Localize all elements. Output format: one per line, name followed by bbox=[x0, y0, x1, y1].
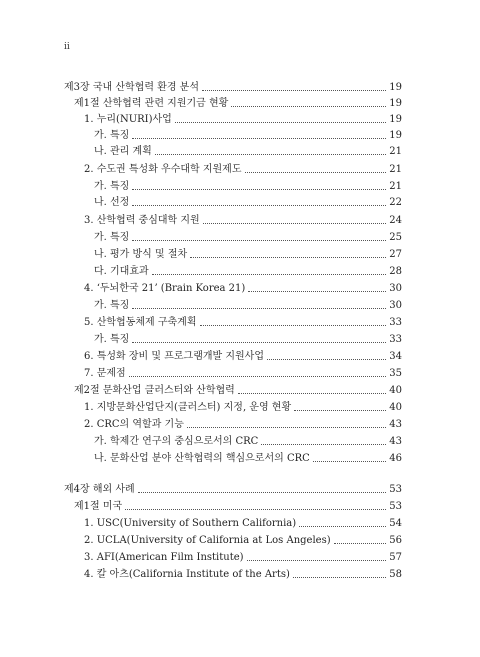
toc-entry-item bbox=[84, 565, 402, 581]
toc-entry-title: 5. 산학협동체제 구축계획 bbox=[84, 317, 197, 328]
toc-entry-page: 54 bbox=[389, 518, 402, 529]
toc-entry-item bbox=[84, 364, 402, 380]
toc-entry-page: 19 bbox=[389, 130, 402, 141]
dot-leader bbox=[203, 223, 386, 224]
dot-leader bbox=[155, 154, 386, 155]
toc-entry-section bbox=[74, 497, 402, 513]
toc-entry-chapter bbox=[64, 78, 402, 94]
toc-entry-item bbox=[84, 160, 402, 176]
toc-entry-item bbox=[84, 398, 402, 414]
toc-entry-page: 19 bbox=[389, 114, 402, 125]
toc-entry-page: 40 bbox=[389, 402, 402, 413]
toc-entry-title: 1. 지방문화산업단지(클러스터) 지정, 운영 현황 bbox=[84, 402, 292, 413]
dot-leader bbox=[132, 308, 386, 309]
toc-entry-page: 27 bbox=[389, 249, 402, 260]
toc-entry-title: 제2절 문화산업 클러스터와 산학협력 bbox=[74, 385, 235, 396]
toc-entry-page: 53 bbox=[389, 501, 402, 512]
toc-entry-subitem bbox=[94, 245, 402, 261]
dot-leader bbox=[294, 410, 386, 411]
toc-entry-page: 19 bbox=[389, 82, 402, 93]
toc-entry-page: 40 bbox=[389, 385, 402, 396]
toc-entry-title: 나. 선정 bbox=[94, 197, 130, 208]
toc-entry-page: 43 bbox=[389, 419, 402, 430]
toc-entry-subitem bbox=[94, 449, 402, 465]
toc-entry-title: 4. 칼 아츠(California Institute of the Arts) bbox=[84, 569, 290, 580]
toc-entry-item bbox=[84, 347, 402, 363]
toc-entry-page: 30 bbox=[389, 283, 402, 294]
toc-entry-title: 가. 특징 bbox=[94, 181, 130, 192]
toc-entry-subitem bbox=[94, 296, 402, 312]
toc-entry-page: 21 bbox=[389, 146, 402, 157]
dot-leader bbox=[261, 444, 386, 445]
toc-entry-title: 제1절 미국 bbox=[74, 501, 123, 512]
dot-leader bbox=[313, 461, 386, 462]
toc-entry-title: 나. 문화산업 분야 산학협력의 핵심으로서의 CRC bbox=[94, 453, 310, 464]
dot-leader bbox=[267, 359, 386, 360]
dot-leader bbox=[247, 560, 386, 561]
toc-entry-page: 33 bbox=[389, 317, 402, 328]
dot-leader bbox=[202, 90, 386, 91]
toc-entry-subitem bbox=[94, 432, 402, 448]
toc-entry-page: 28 bbox=[389, 266, 402, 277]
dot-leader bbox=[138, 492, 386, 493]
toc-entry-subitem bbox=[94, 262, 402, 278]
toc-entry-item bbox=[84, 279, 402, 295]
dot-leader bbox=[175, 122, 386, 123]
dot-leader bbox=[132, 342, 386, 343]
toc-entry-title: 4. ‘두뇌한국 21’ (Brain Korea 21) bbox=[84, 283, 246, 294]
page-number: ii bbox=[64, 42, 70, 52]
toc-entry-title: 가. 특징 bbox=[94, 334, 130, 345]
dot-leader bbox=[187, 427, 386, 428]
toc-entry-page: 21 bbox=[389, 164, 402, 175]
toc-entry-item bbox=[84, 313, 402, 329]
toc-entry-title: 3. AFI(American Film Institute) bbox=[84, 552, 244, 563]
toc-entry-subitem bbox=[94, 177, 402, 193]
toc-entry-page: 25 bbox=[389, 232, 402, 243]
toc-entry-title: 나. 평가 방식 및 절차 bbox=[94, 249, 188, 260]
toc-entry-title: 6. 특성화 장비 및 프로그램개발 지원사업 bbox=[84, 351, 264, 362]
toc-entry-title: 가. 특징 bbox=[94, 300, 130, 311]
toc-entry-title: 1. 누리(NURI)사업 bbox=[84, 114, 172, 125]
toc-entry-page: 24 bbox=[389, 215, 402, 226]
toc-entry-page: 19 bbox=[389, 98, 402, 109]
toc-entry-title: 제3장 국내 산학협력 환경 분석 bbox=[64, 82, 199, 93]
dot-leader bbox=[238, 393, 386, 394]
toc-entry-page: 58 bbox=[389, 569, 402, 580]
toc-entry-subitem bbox=[94, 193, 402, 209]
dot-leader bbox=[200, 325, 387, 326]
toc-entry-item bbox=[84, 415, 402, 431]
toc-entry-page: 53 bbox=[389, 484, 402, 495]
dot-leader bbox=[132, 189, 386, 190]
toc-entry-title: 제1절 산학협력 관련 지원기금 현황 bbox=[74, 98, 229, 109]
dot-leader bbox=[132, 138, 386, 139]
toc-entry-page: 43 bbox=[389, 436, 402, 447]
toc-entry-chapter bbox=[64, 480, 402, 496]
dot-leader bbox=[248, 291, 386, 292]
toc-entry-title: 다. 기대효과 bbox=[94, 266, 149, 277]
dot-leader bbox=[132, 205, 386, 206]
toc-entry-page: 46 bbox=[389, 453, 402, 464]
dot-leader bbox=[231, 106, 386, 107]
dot-leader bbox=[334, 543, 386, 544]
toc-entry-title: 2. CRC의 역할과 기능 bbox=[84, 419, 184, 430]
toc-entry-subitem bbox=[94, 126, 402, 142]
toc-entry-title: 7. 문제점 bbox=[84, 368, 126, 379]
toc-entry-item bbox=[84, 211, 402, 227]
toc-entry-item bbox=[84, 514, 402, 530]
toc-entry-subitem bbox=[94, 330, 402, 346]
toc-entry-title: 2. UCLA(University of California at Los Angeles) bbox=[84, 535, 331, 546]
toc-entry-section bbox=[74, 94, 402, 110]
toc-entry-item bbox=[84, 531, 402, 547]
toc-entry-title: 3. 산학협력 중심대학 지원 bbox=[84, 215, 200, 226]
toc-entry-page: 21 bbox=[389, 181, 402, 192]
dot-leader bbox=[129, 376, 386, 377]
toc-entry-title: 1. USC(University of Southern California) bbox=[84, 518, 297, 529]
toc-entry-subitem bbox=[94, 228, 402, 244]
dot-leader bbox=[245, 172, 387, 173]
toc-entry-page: 35 bbox=[389, 368, 402, 379]
toc-entry-title: 가. 학제간 연구의 중심으로서의 CRC bbox=[94, 436, 259, 447]
toc-entry-item bbox=[84, 110, 402, 126]
toc-entry-page: 34 bbox=[389, 351, 402, 362]
dot-leader bbox=[125, 509, 386, 510]
dot-leader bbox=[152, 274, 386, 275]
toc-entry-page: 56 bbox=[389, 535, 402, 546]
toc-entry-title: 나. 관리 계획 bbox=[94, 146, 152, 157]
dot-leader bbox=[299, 526, 386, 527]
toc-entry-title: 가. 특징 bbox=[94, 232, 130, 243]
toc-entry-title: 가. 특징 bbox=[94, 130, 130, 141]
dot-leader bbox=[293, 577, 386, 578]
toc-entry-page: 33 bbox=[389, 334, 402, 345]
toc-entry-item bbox=[84, 548, 402, 564]
toc-entry-section bbox=[74, 381, 402, 397]
toc-entry-subitem bbox=[94, 142, 402, 158]
dot-leader bbox=[190, 257, 386, 258]
toc-entry-page: 22 bbox=[389, 197, 402, 208]
dot-leader bbox=[132, 240, 386, 241]
toc-entry-title: 2. 수도권 특성화 우수대학 지원제도 bbox=[84, 164, 242, 175]
toc-entry-page: 30 bbox=[389, 300, 402, 311]
toc-entry-page: 57 bbox=[389, 552, 402, 563]
toc-entry-title: 제4장 해외 사례 bbox=[64, 484, 135, 495]
